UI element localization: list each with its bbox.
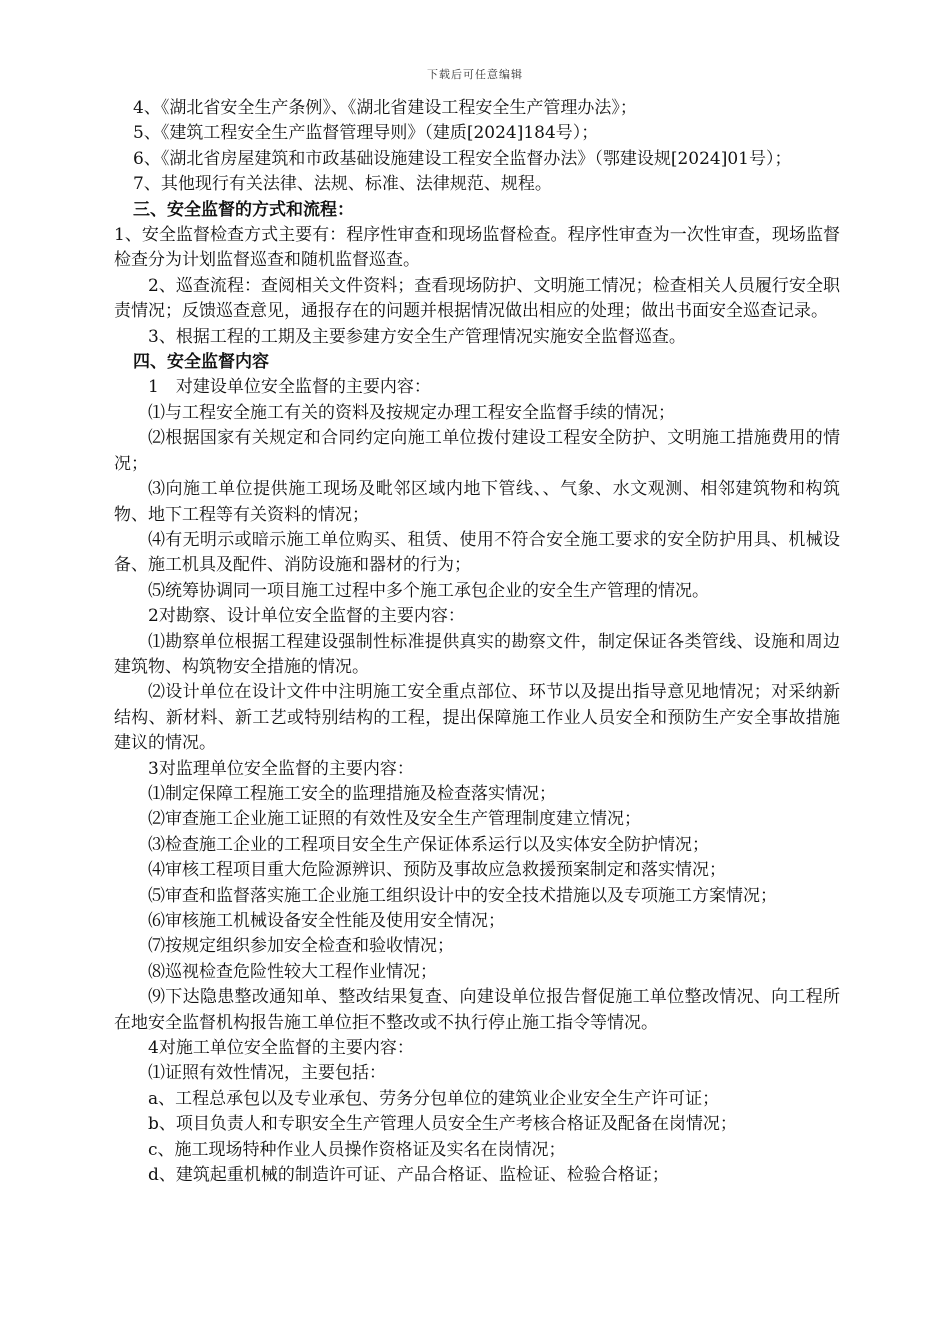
document-paragraph: 3对监理单位安全监督的主要内容： [148,758,414,779]
page-header-note: 下载后可任意编辑 [427,68,523,81]
document-paragraph: ⑷有无明示或暗示施工单位购买、租赁、使用不符合安全施工要求的安全防护用具、机械设备、施工机具及配件、消防设施和器材的行为； [114,529,840,576]
document-paragraph: 2、巡查流程：查阅相关文件资料；查看现场防护、文明施工情况；检查相关人员履行安全职责情况；反馈巡查意见，通报存在的问题并根据情况做出相应的处理；做出书面安全巡查记录。 [114,275,840,322]
document-paragraph: 4、《湖北省安全生产条例》、《湖北省建设工程安全生产管理办法》； [133,98,637,118]
document-paragraph: 7、其他现行有关法律、法规、标准、法律规范、规程。 [133,174,552,195]
document-body [114,96,840,1188]
document-paragraph: ⑶向施工单位提供施工现场及毗邻区域内地下管线、、气象、水文观测、相邻建筑物和构筑物、地下工程等有关资料的情况； [114,479,840,525]
document-paragraph: ⑻巡视检查危险性较大工程作业情况； [148,961,437,982]
document-paragraph: d、建筑起重机械的制造许可证、产品合格证、监检证、检验合格证； [148,1165,669,1186]
document-paragraph: 1 对建设单位安全监督的主要内容： [148,377,431,398]
document-paragraph: 4对施工单位安全监督的主要内容： [148,1038,414,1059]
document-paragraph: ⑵根据国家有关规定和合同约定向施工单位拨付建设工程安全防护、文明施工措施费用的情况； [114,428,840,474]
document-paragraph: ⑷审核工程项目重大危险源辨识、预防及事故应急救援预案制定和落实情况； [148,860,726,881]
document-paragraph: ⑺按规定组织参加安全检查和验收情况； [148,936,454,957]
document-paragraph: ⑴证照有效性情况，主要包括： [148,1063,386,1084]
document-paragraph: ⑸统筹协调同一项目施工过程中多个施工承包企业的安全生产管理的情况。 [148,580,709,601]
document-paragraph: 3、根据工程的工期及主要参建方安全生产管理情况实施安全监督巡查。 [148,326,686,347]
document-paragraph: ⑸审查和监督落实施工企业施工组织设计中的安全技术措施以及专项施工方案情况； [148,885,777,906]
document-paragraph: ⑹审核施工机械设备安全性能及使用安全情况； [148,911,505,931]
document-paragraph: 5、《建筑工程安全生产监督管理导则》（建质[2024]184号）； [133,123,599,144]
document-paragraph: ⑵设计单位在设计文件中注明施工安全重点部位、环节以及提出指导意见地情况；对采纳新结构、新材料、新工艺或特别结构的工程，提出保障施工作业人员安全和预防生产安全事故措施建议的情况。 [114,682,840,754]
document-paragraph: 6、《湖北省房屋建筑和市政基础设施建设工程安全监督办法》（鄂建设规[2024]01号）； [133,148,792,169]
document-paragraph: ⑴勘察单位根据工程建设强制性标准提供真实的勘察文件，制定保证各类管线、设施和周边建筑物、构筑物安全措施的情况。 [114,631,840,677]
document-paragraph: b、项目负责人和专职安全生产管理人员安全生产考核合格证及配备在岗情况； [148,1114,737,1135]
document-paragraph: ⑴制定保障工程施工安全的监理措施及检查落实情况； [148,783,556,804]
document-paragraph: 2对勘察、设计单位安全监督的主要内容： [148,606,465,627]
document-paragraph: 1、安全监督检查方式主要有：程序性审查和现场监督检查。程序性审查为一次性审查，现场监督检查分为计划监督巡查和随机监督巡查。 [114,225,840,271]
document-paragraph: ⑶检查施工企业的工程项目安全生产保证体系运行以及实体安全防护情况； [148,834,709,855]
document-paragraph: ⑵审查施工企业施工证照的有效性及安全生产管理制度建立情况； [148,809,641,830]
document-paragraph: ⑴与工程安全施工有关的资料及按规定办理工程安全监督手续的情况； [148,402,675,423]
document-paragraph: c、施工现场特种作业人员操作资格证及实名在岗情况； [148,1139,566,1160]
section-heading: 三、安全监督的方式和流程： [133,199,354,220]
document-paragraph: a、工程总承包以及专业承包、劳务分包单位的建筑业企业安全生产许可证； [148,1088,720,1109]
document-paragraph: ⑼下达隐患整改通知单、整改结果复查、向建设单位报告督促施工单位整改情况、向工程所在地安全监督机构报告施工单位拒不整改或不执行停止施工指令等情况。 [114,987,840,1033]
section-heading: 四、安全监督内容 [133,352,269,373]
